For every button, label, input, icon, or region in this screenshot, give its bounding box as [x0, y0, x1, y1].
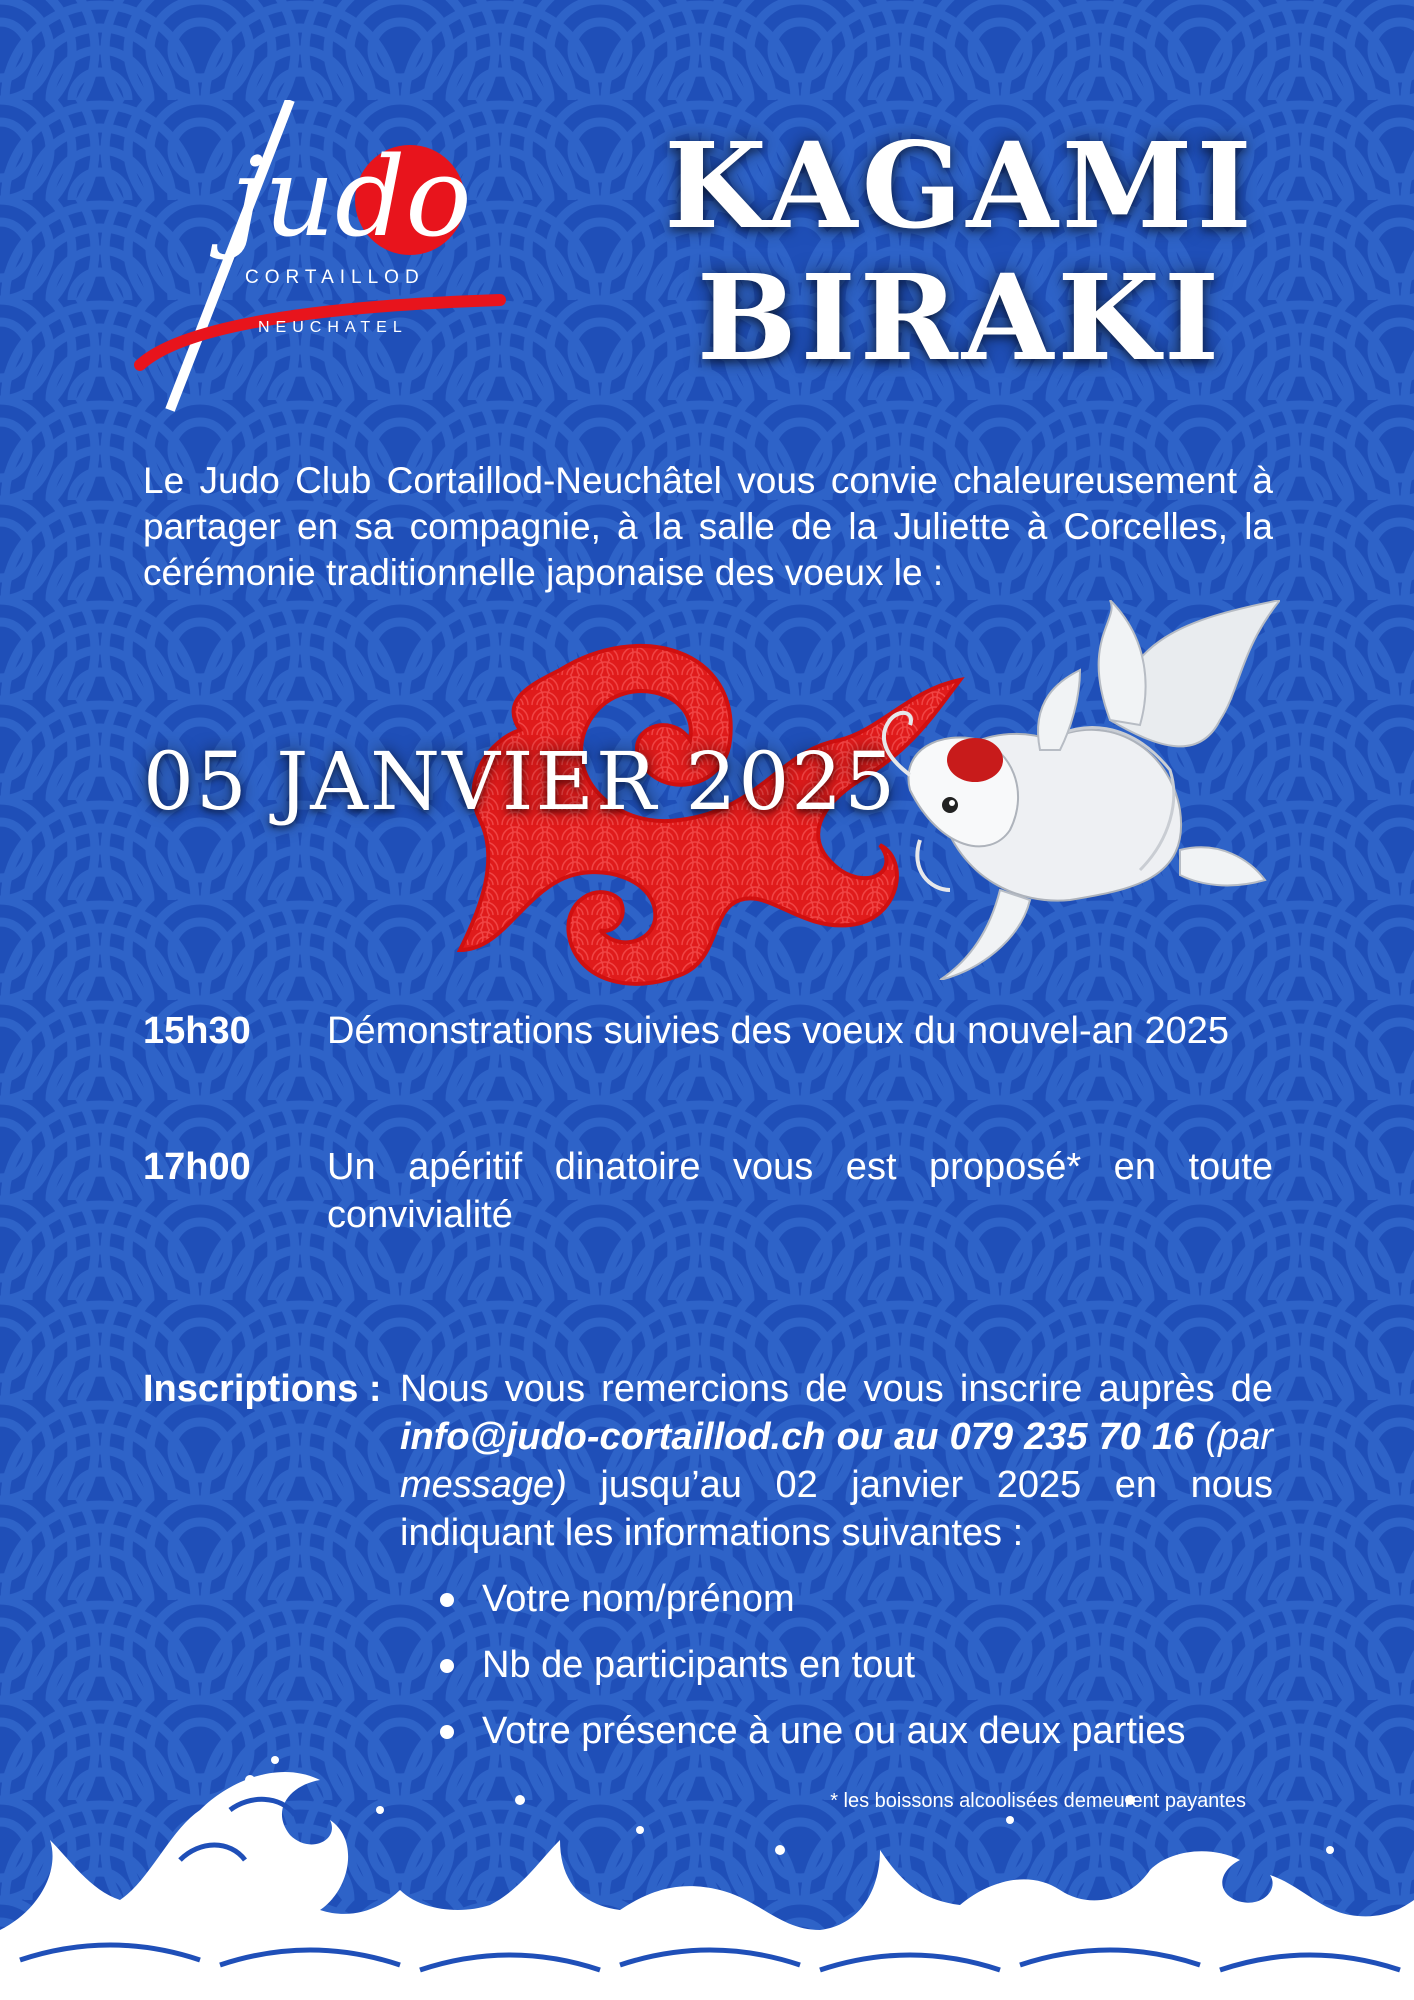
bullet-icon — [440, 1593, 454, 1607]
schedule-time-1: 15h30 — [143, 1010, 251, 1052]
schedule-text-2: Un apéritif dinatoire vous est proposé* en toute convivialité — [327, 1146, 1273, 1236]
logo-line-neuchatel: NEUCHATEL — [258, 319, 408, 336]
contact-info: info@judo-cortaillod.ch ou au 079 235 70 16 — [400, 1416, 1195, 1458]
list-item-text: Votre nom/prénom — [482, 1578, 795, 1620]
intro-paragraph: Le Judo Club Cortaillod-Neuchâtel vous convie chaleureusement à partager en sa compagnie, à la salle de la Juliette à Corcelles, la cérémonie traditionnelle japonaise des voeux le : — [143, 460, 1273, 593]
koi-fish-illustration — [880, 600, 1280, 980]
logo-line-cortaillod: CORTAILLOD — [245, 267, 425, 288]
contact-note: (par message) — [400, 1416, 1273, 1506]
title-line-2: BIRAKI — [696, 248, 1224, 387]
list-item — [440, 1575, 1185, 1641]
list-item-text: Votre présence à une ou aux deux parties — [482, 1710, 1186, 1752]
inscriptions-text-after: jusqu’au 02 janvier 2025 en nous indiquant les informations suivantes : — [400, 1464, 1273, 1554]
event-date: 05 JANVIER 2025 — [143, 735, 898, 828]
judo-club-logo — [130, 100, 510, 420]
inscriptions-text — [400, 1365, 1273, 1557]
bullet-icon — [440, 1659, 454, 1673]
schedule-time-2: 17h00 — [143, 1146, 251, 1188]
event-title — [640, 116, 1280, 387]
schedule-text-1: Démonstrations suivies des voeux du nouvel-an 2025 — [327, 1010, 1229, 1052]
inscriptions-text-before: Nous vous remercions de vous inscrire auprès de — [400, 1368, 1273, 1410]
footnote: * les boissons alcoolisées demeurent payantes — [830, 1790, 1246, 1812]
logo-wordmark: judo — [230, 133, 472, 261]
ocean-waves-decoration — [0, 1740, 1414, 2000]
list-item — [440, 1641, 1185, 1707]
list-item-text: Nb de participants en tout — [482, 1644, 916, 1686]
bullet-icon — [440, 1725, 454, 1739]
inscriptions-label: Inscriptions : — [143, 1368, 382, 1410]
title-line-1: KAGAMI — [664, 116, 1256, 255]
